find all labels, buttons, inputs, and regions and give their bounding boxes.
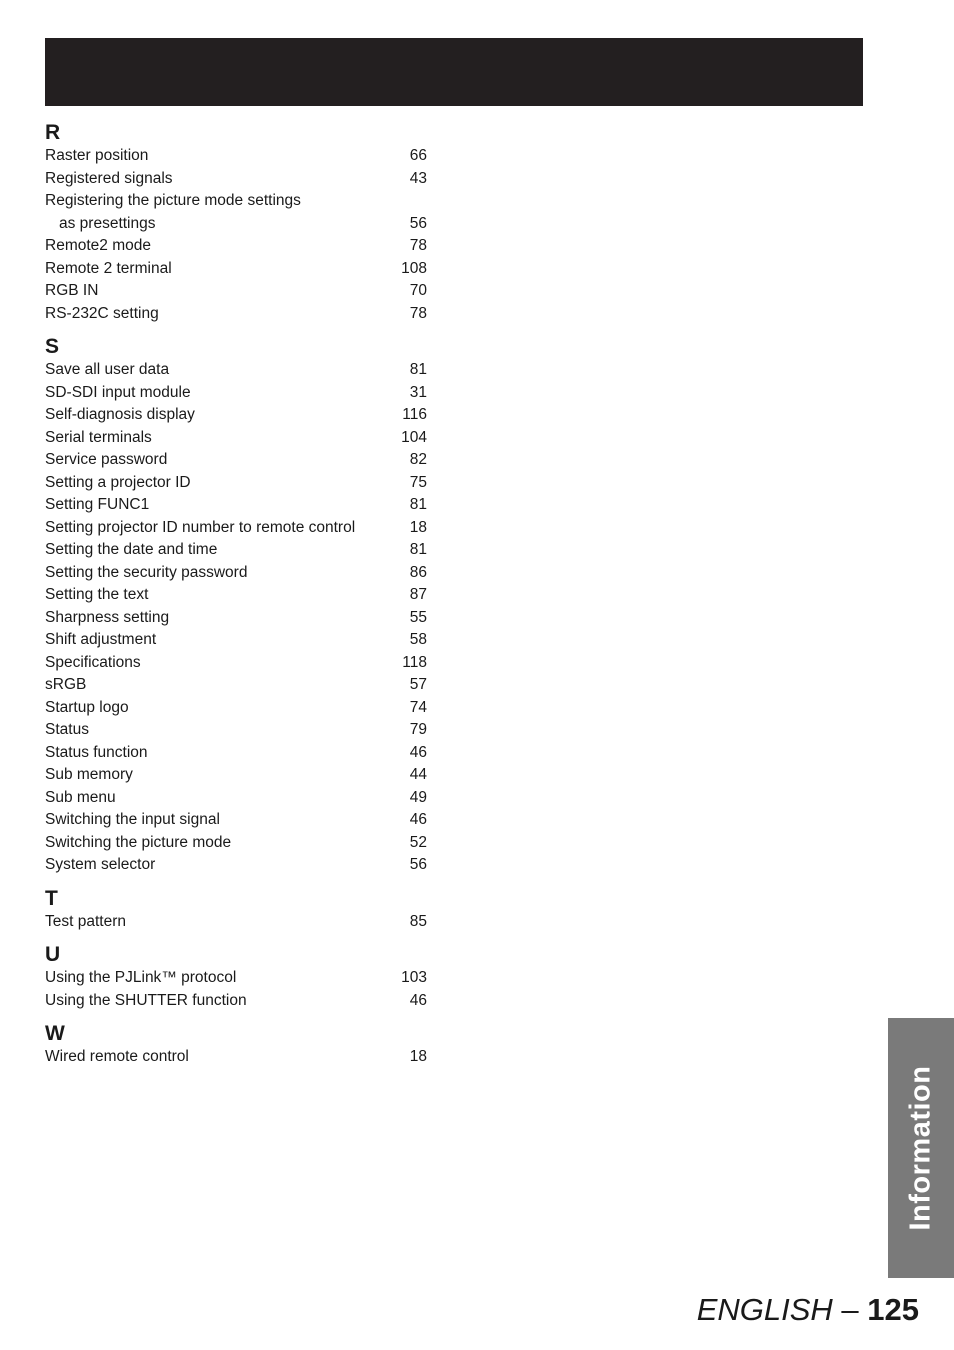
section-letter: R (45, 121, 61, 144)
entry-page-number: 31 (409, 383, 427, 401)
entry-page-number: 118 (402, 653, 427, 671)
entry-page-number: 44 (409, 766, 427, 783)
index-entry (45, 607, 427, 630)
entry-page-number: 81 (409, 541, 427, 558)
entry-page-number: 78 (409, 304, 427, 322)
entry-page-number: 86 (409, 563, 427, 581)
entry-page-number: 66 (409, 147, 427, 164)
entry-page-number: 79 (409, 721, 427, 738)
entry-label: Self-diagnosis display (45, 406, 195, 423)
section-letter: T (45, 886, 58, 910)
entry-label: Setting a projector ID (45, 473, 191, 491)
index-entry (45, 168, 427, 191)
entry-page-number: 56 (409, 856, 427, 873)
entry-page-number: 87 (409, 586, 427, 603)
entry-page-number: 74 (409, 698, 427, 716)
index-entry (45, 629, 427, 652)
entry-label: Switching the picture mode (45, 833, 232, 851)
entry-page-number: 82 (409, 451, 427, 468)
index-entry (45, 359, 427, 382)
index-entry (45, 911, 427, 934)
entry-label: Raster position (45, 147, 149, 164)
index-entry (45, 1046, 427, 1069)
index-section (45, 1022, 427, 1069)
entry-page-number: 81 (409, 496, 427, 513)
entry-label: Registered signals (45, 169, 173, 187)
entry-label: as presettings (59, 214, 156, 232)
header-bar (45, 38, 863, 106)
entry-label: Registering the picture mode settings (45, 192, 301, 209)
entry-page-number: 18 (409, 1048, 427, 1065)
entry-label: Setting the security password (45, 563, 248, 581)
index-entry (45, 652, 427, 675)
index-section (45, 887, 427, 934)
entry-page-number: 78 (409, 237, 427, 254)
entry-page-number: 108 (401, 259, 427, 277)
entry-page-number: 43 (409, 169, 427, 187)
entry-page-number: 57 (409, 676, 427, 693)
entry-label: Setting the date and time (45, 541, 218, 558)
footer-language: ENGLISH (696, 1292, 833, 1327)
side-tab (888, 1018, 954, 1278)
index-entry (45, 832, 427, 855)
entry-page-number: 75 (409, 473, 427, 491)
section-letter: S (45, 335, 60, 358)
entry-label: Shift adjustment (45, 631, 157, 648)
entry-page-number: 116 (402, 406, 427, 423)
entry-page-number: 58 (409, 631, 427, 648)
index-entry (45, 145, 427, 168)
entry-label: Using the SHUTTER function (45, 991, 247, 1009)
entry-label: Test pattern (45, 912, 126, 930)
entry-page-number: 70 (409, 282, 427, 299)
section-letter: W (45, 1022, 65, 1045)
section-letter: U (45, 943, 61, 966)
index-entry (45, 990, 427, 1013)
entry-page-number: 56 (409, 214, 427, 232)
entry-page-number: 81 (409, 361, 427, 378)
entry-page-number: 104 (401, 428, 427, 446)
entry-label: Remote 2 terminal (45, 259, 172, 277)
index-entry (45, 854, 427, 877)
index-entry (45, 967, 427, 990)
entry-label: sRGB (45, 676, 87, 693)
index-section (45, 943, 427, 1012)
side-tab-label: Information (904, 1065, 937, 1231)
entry-page-number: 85 (409, 912, 427, 930)
entry-label: SD-SDI input module (45, 383, 191, 401)
index-section (45, 121, 427, 325)
entry-label: Startup logo (45, 698, 129, 716)
page-number: 125 (867, 1292, 919, 1327)
index-entry (45, 235, 427, 258)
entry-label: Serial terminals (45, 428, 152, 446)
index-entry (45, 742, 427, 765)
index-entry (45, 449, 427, 472)
entry-label: Remote2 mode (45, 237, 151, 254)
index-entry (45, 517, 427, 540)
index-entry (45, 584, 427, 607)
entry-label: System selector (45, 856, 156, 873)
entry-label: RGB IN (45, 282, 99, 299)
entry-label: Switching the input signal (45, 811, 220, 828)
entry-label: Setting FUNC1 (45, 496, 150, 513)
index-entry (45, 697, 427, 720)
entry-page-number: 46 (409, 811, 427, 828)
index-entry (45, 190, 427, 213)
index-entry (45, 562, 427, 585)
entry-label: Specifications (45, 653, 141, 671)
entry-page-number: 46 (409, 743, 427, 761)
index-entry (45, 494, 427, 517)
index-entry (45, 787, 427, 810)
index-entry (45, 539, 427, 562)
index-entry (45, 303, 427, 326)
index-entry (45, 213, 427, 236)
entry-label: Sharpness setting (45, 608, 170, 626)
index-entry (45, 280, 427, 303)
index-entry (45, 764, 427, 787)
entry-label: Sub menu (45, 788, 116, 806)
index-entry (45, 719, 427, 742)
footer-separator: – (832, 1292, 868, 1327)
index-entry (45, 427, 427, 450)
entry-label: Status function (45, 743, 148, 761)
entry-page-number: 103 (401, 969, 427, 986)
index-entry (45, 809, 427, 832)
index-entry (45, 674, 427, 697)
entry-page-number: 46 (409, 991, 427, 1009)
entry-label: RS-232C setting (45, 304, 159, 322)
entry-label: Save all user data (45, 361, 170, 378)
index-entry (45, 404, 427, 427)
index-column (45, 121, 427, 1079)
index-entry (45, 258, 427, 281)
entry-label: Sub memory (45, 766, 133, 783)
entry-page-number: 52 (409, 833, 427, 851)
entry-page-number: 18 (409, 518, 427, 536)
entry-label: Setting the text (45, 586, 149, 603)
entry-label: Service password (45, 451, 168, 468)
entry-label: Setting projector ID number to remote control (45, 518, 356, 536)
entry-label: Wired remote control (45, 1048, 189, 1065)
entry-page-number: 55 (409, 608, 427, 626)
entry-label: Using the PJLink™ protocol (45, 969, 237, 986)
page-footer (697, 1292, 919, 1328)
index-section (45, 335, 427, 877)
index-entry (45, 382, 427, 405)
index-entry (45, 472, 427, 495)
entry-label: Status (45, 721, 89, 738)
entry-page-number: 49 (409, 788, 427, 806)
